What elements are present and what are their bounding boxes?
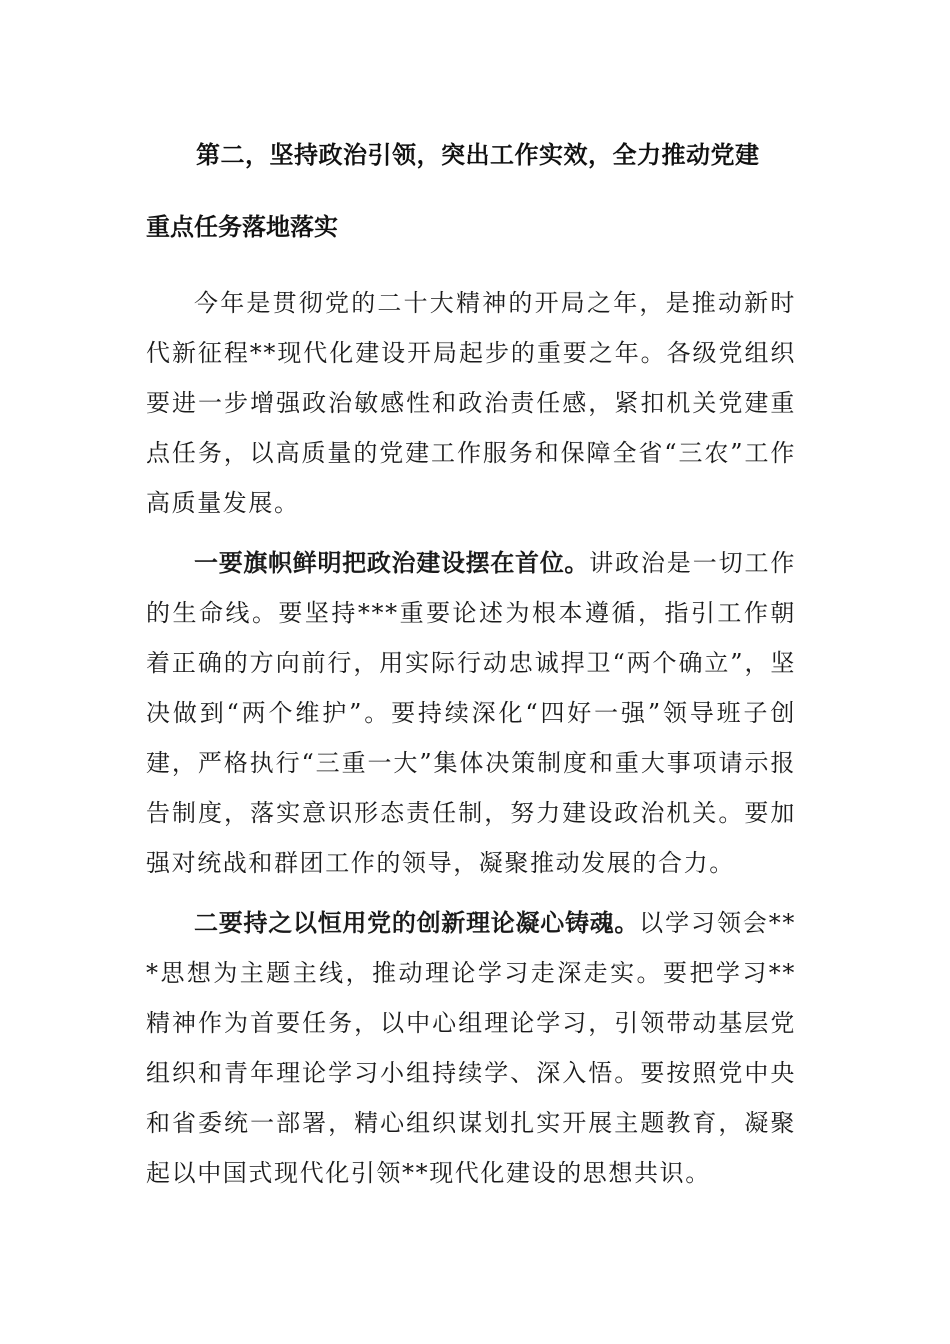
paragraph-text: 讲政治是一切工作的生命线。要坚持***重要论述为根本遵循，指引工作朝着正确的方向前行，用实际行动忠诚捍卫“两个确立”，坚决做到“两个维护”。要持续深化“四好一强”领导班子创建，严格执行“三重一大”集体决策制度和重大事项请示报告制度，落实意识形态责任制，努力建设政治机关。要加强对统战和群团工作的领导，凝聚推动发展的合力。 (146, 549, 796, 877)
paragraph-lead: 一要旗帜鲜明把政治建设摆在首位。 (194, 549, 590, 577)
paragraph-text: 以学习领会***思想为主题主线，推动理论学习走深走实。要把学习**精神作为首要任务，以中心组理论学习，引领带动基层党组织和青年理论学习小组持续学、深入悟。要按照党中央和省委统一部署，精心组织谋划扎实开展主题教育，凝聚起以中国式现代化引领**现代化建设的思想共识。 (146, 909, 797, 1187)
section-heading-line2: 重点任务落地落实 (146, 213, 338, 241)
paragraph-text: 今年是贯彻党的二十大精神的开局之年，是推动新时代新征程**现代化建设开局起步的重要之年。各级党组织要进一步增强政治敏感性和政治责任感，紧扣机关党建重点任务，以高质量的党建工作服务和保障全省“三农”工作高质量发展。 (146, 289, 796, 517)
paragraph-lead: 二要持之以恒用党的创新理论凝心铸魂。 (194, 909, 640, 937)
document-body (146, 128, 796, 1198)
section-heading (146, 128, 796, 254)
paragraph-theory-study (146, 898, 796, 1198)
paragraph-political-building (146, 538, 796, 888)
section-heading-line1: 第二，坚持政治引领，突出工作实效，全力推动党建 (196, 141, 760, 169)
paragraph-intro (146, 278, 796, 528)
